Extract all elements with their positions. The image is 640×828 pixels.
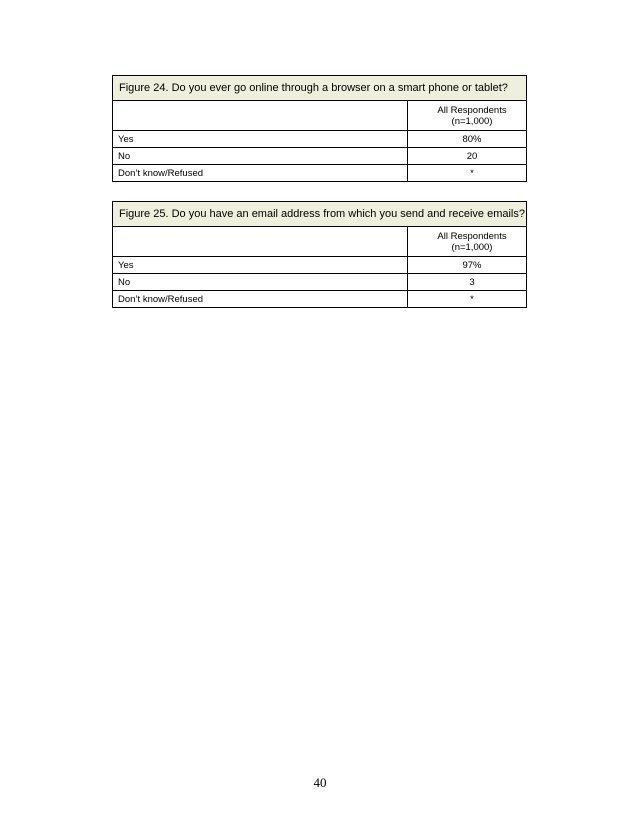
page-number: 40: [313, 775, 327, 790]
row-value: 97%: [462, 259, 482, 271]
row-value: 20: [466, 150, 478, 162]
header-label-cell: [113, 101, 408, 130]
row-value: *: [470, 167, 474, 179]
column-header-all-respondents: [408, 101, 526, 130]
column-header-line2: (n=1,000): [451, 242, 493, 253]
row-value: 3: [469, 276, 475, 288]
column-header-line1: All Respondents: [437, 231, 507, 242]
table-row-dont-know: [113, 291, 526, 307]
figure-24-table: [112, 75, 527, 182]
figure-25-title: Figure 25. Do you have an email address from which you send and receive emails?: [113, 202, 526, 227]
row-value: 80%: [462, 133, 482, 145]
table-row-no: [113, 274, 526, 291]
table-row-yes: [113, 131, 526, 148]
table-header-row: [113, 227, 526, 257]
row-label: No: [113, 274, 408, 290]
table-row-yes: [113, 257, 526, 274]
figure-25-table: [112, 201, 527, 308]
column-header-all-respondents: [408, 227, 526, 256]
column-header-line1: All Respondents: [437, 105, 507, 116]
table-row-dont-know: [113, 165, 526, 181]
figure-24-title: Figure 24. Do you ever go online through a browser on a smart phone or tablet?: [113, 76, 526, 101]
row-label: No: [113, 148, 408, 164]
row-label: Yes: [113, 257, 408, 273]
row-value: *: [470, 293, 474, 305]
row-label: Don’t know/Refused: [113, 165, 408, 181]
table-row-no: [113, 148, 526, 165]
table-header-row: [113, 101, 526, 131]
header-label-cell: [113, 227, 408, 256]
row-label: Yes: [113, 131, 408, 147]
row-label: Don’t know/Refused: [113, 291, 408, 307]
column-header-line2: (n=1,000): [451, 116, 493, 127]
